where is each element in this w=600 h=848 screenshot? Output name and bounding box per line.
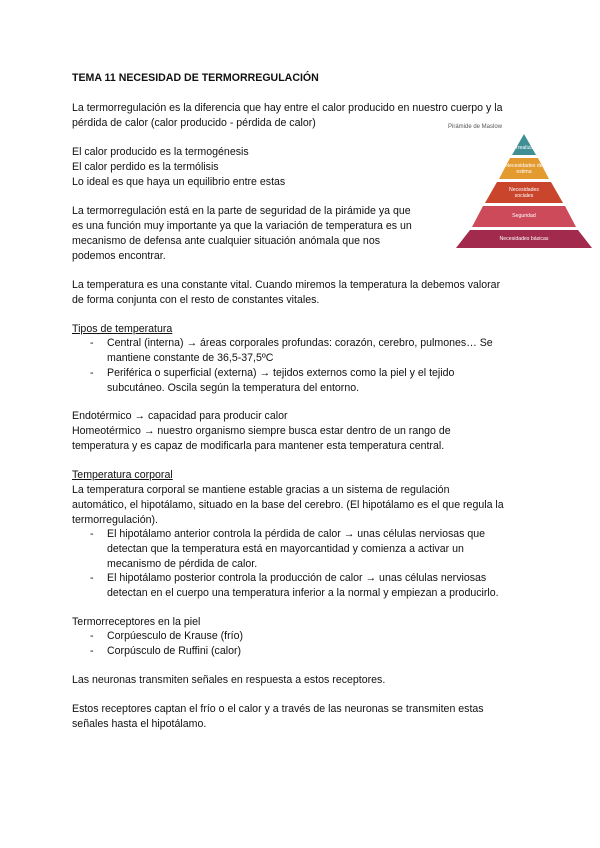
list-item-text: Corpúsculo de Ruffini (calor) xyxy=(107,645,242,657)
endotermico-line-2: Homeotérmico → nuestro organismo siempre busca estar dentro de un rango de xyxy=(72,425,451,437)
final-line-2: señales hasta el hipotálamo. xyxy=(72,718,207,730)
list-item-text: Central (interna) → áreas corporales profundas: corazón, cerebro, pulmones… Se xyxy=(107,337,493,349)
pyramid-label-4: Seguridad xyxy=(512,213,536,219)
pyramid-label-5: Necesidades básicas xyxy=(499,236,549,242)
neuronas-line: Las neuronas transmiten señales en respuesta a estos receptores. xyxy=(72,674,386,686)
list-item-text: Corpúesculo de Krause (frío) xyxy=(107,630,244,642)
maslow-paragraph-line-4: podemos encontrar. xyxy=(72,250,166,262)
maslow-paragraph-line-2: es una función muy importante ya que la variación de temperatura es un xyxy=(72,220,412,232)
pyramid-title: Pirámide de Maslow xyxy=(448,124,503,130)
definition-line-3: Lo ideal es que haya un equilibrio entre estas xyxy=(72,176,286,188)
tipos-heading: Tipos de temperatura xyxy=(72,323,173,335)
list-item-text: subcutáneo. Oscila según la temperatura del entorno. xyxy=(107,382,360,394)
pyramid-label-2: Necesidades de estima xyxy=(505,163,543,175)
intro-line-2: pérdida de calor (calor producido - pérdida de calor) xyxy=(72,117,316,129)
pyramid-label-3: Necesidades sociales xyxy=(509,187,539,199)
maslow-paragraph-line-3: mecanismo de defensa ante cualquier situación anómala que nos xyxy=(72,235,381,247)
vital-paragraph-line-2: de forma conjunta con el resto de constantes vitales. xyxy=(72,294,320,306)
final-line-1: Estos receptores captan el frío o el calor y a través de las neuronas se transmiten estas xyxy=(72,703,484,715)
list-item-text: El hipotálamo anterior controla la pérdida de calor → unas células nerviosas que xyxy=(107,528,486,540)
definition-line-2: El calor perdido es la termólisis xyxy=(72,161,219,173)
intro-line-1: La termorregulación es la diferencia que hay entre el calor producido en nuestro cuerpo y la xyxy=(72,102,503,114)
corporal-line-2: automático, el hipotálamo, situado en la base del cerebro. (El hipotálamo es el que regula la xyxy=(72,499,504,511)
bullet-dash: - xyxy=(90,630,94,642)
corporal-heading: Temperatura corporal xyxy=(72,469,173,481)
corporal-line-3: termorregulación). xyxy=(72,514,158,526)
list-item-text: mantiene constante de 36,5-37,5ºC xyxy=(107,352,274,364)
vital-paragraph-line-1: La temperatura es una constante vital. Cuando miremos la temperatura la debemos valorar xyxy=(72,279,501,291)
corporal-line-1: La temperatura corporal se mantiene estable gracias a un sistema de regulación xyxy=(72,484,450,496)
list-item-text: El hipotálamo posterior controla la producción de calor → unas células nerviosas xyxy=(107,572,487,584)
endotermico-line-1: Endotérmico → capacidad para producir calor xyxy=(72,410,288,422)
list-item-text: mecanismo de pérdida de calor. xyxy=(107,558,258,570)
bullet-dash: - xyxy=(90,528,94,540)
list-item-text: detectan que la temperatura está en mayorcantidad y comienza a activar un xyxy=(107,543,464,555)
maslow-pyramid-figure xyxy=(448,124,600,250)
endotermico-line-3: temperatura y es capaz de modificarla para mantener esta temperatura central. xyxy=(72,440,445,452)
receptores-heading: Termorreceptores en la piel xyxy=(72,616,201,628)
bullet-dash: - xyxy=(90,572,94,584)
list-item-text: Periférica o superficial (externa) → tejidos externos como la piel y el tejido xyxy=(107,367,455,379)
definition-line-1: El calor producido es la termogénesis xyxy=(72,146,249,158)
bullet-dash: - xyxy=(90,367,94,379)
bullet-dash: - xyxy=(90,645,94,657)
bullet-dash: - xyxy=(90,337,94,349)
document-title: TEMA 11 NECESIDAD DE TERMORREGULACIÓN xyxy=(72,72,319,84)
pyramid-label-1: Autorrealización xyxy=(505,145,543,151)
maslow-paragraph-line-1: La termorregulación está en la parte de seguridad de la pirámide ya que xyxy=(72,205,411,217)
list-item-text: detectan en el cuerpo una temperatura inferior a la normal y empiezan a producirlo. xyxy=(107,587,499,599)
